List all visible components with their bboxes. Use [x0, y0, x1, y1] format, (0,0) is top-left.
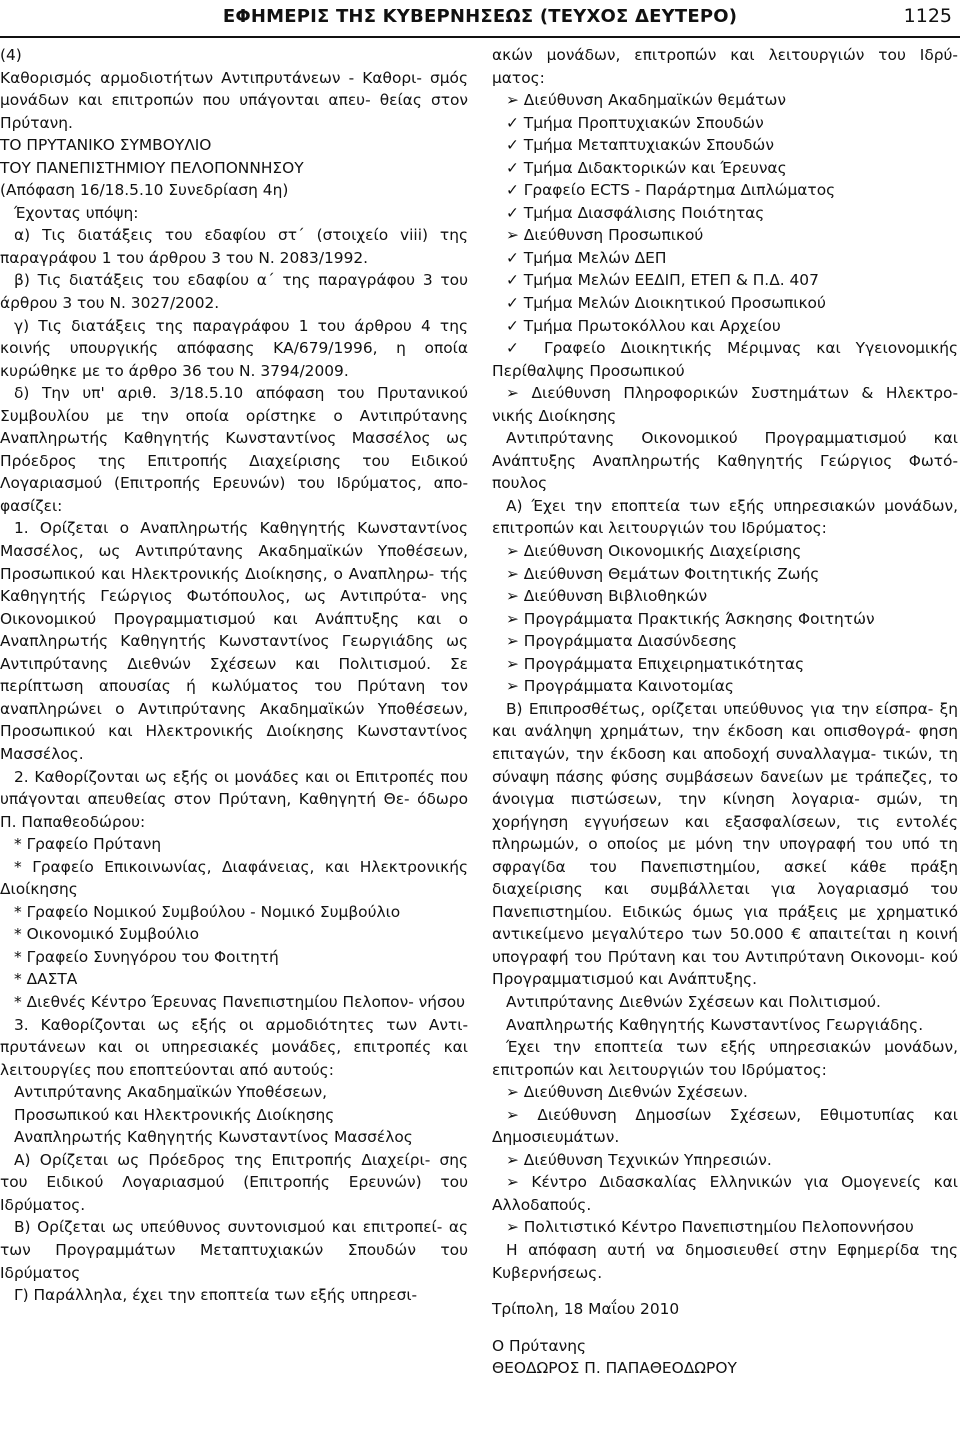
department-item: ✓ Γραφείο ECTS - Παράρτημα Διπλώματος [506, 181, 836, 200]
vice-rector-3-name: Αναπληρωτής Καθηγητής Κωνσταντίνος Γεωργιάδης. [506, 1015, 924, 1034]
vice-rector-1-portfolio: Προσωπικού και Ηλεκτρονικής Διοίκησης [14, 1105, 335, 1124]
council-line-2: ΤΟΥ ΠΑΝΕΠΙΣΤΗΜΙΟΥ ΠΕΛΟΠΟΝΝΗΣΟΥ [0, 158, 304, 177]
vice-rector-1-duty-a: Α) Ορίζεται ως Πρόεδρος της Επιτροπής Διαχείρι- σης του Ειδικού Λογαριασμού (Επιτροπής Ερευνών) του Ιδρύματος. [0, 1150, 468, 1214]
department-item: ✓ Τμήμα Διδακτορικών και Έρευνας [506, 158, 787, 177]
decision-subject: Καθορισμός αρμοδιοτήτων Αντιπρυτάνεων - Καθορι- σμός μονάδων και επιτροπών που υπάγονται απευ- θείας στον Πρύτανη. [0, 68, 468, 132]
decision-number: (4) [0, 46, 22, 64]
unit-item: * Οικονομικό Συμβούλιο [14, 925, 200, 944]
directorate-item: ➢ Πολιτιστικό Κέντρο Πανεπιστημίου Πελοποννήσου [506, 1218, 914, 1237]
vice-rector-3-duty: Έχει την εποπτεία των εξής υπηρεσιακών μονάδων, επιτροπών και λειτουργιών του Ιδρύματος: [492, 1038, 958, 1079]
signer-title: Ο Πρύτανης [492, 1336, 587, 1355]
department-item: ✓ Τμήμα Πρωτοκόλλου και Αρχείου [506, 316, 781, 335]
directorate-item: ➢ Κέντρο Διδασκαλίας Ελληνικών για Ομογενείς και Αλλοδαπούς. [492, 1173, 958, 1214]
page-header [0, 0, 960, 36]
vice-rector-1-duty-c: Γ) Παράλληλα, έχει την εποπτεία των εξής υπηρεσι- [14, 1286, 418, 1305]
recital-a: α) Τις διατάξεις του εδαφίου στ΄ (στοιχείο viii) της παραγράφου 1 του άρθρου 3 του Ν. 2083/1992. [0, 226, 468, 267]
spacer [492, 1321, 958, 1335]
unit-item: * Γραφείο Πρύτανη [14, 835, 162, 854]
paragraph-2: 2. Καθορίζονται ως εξής οι μονάδες και οι Επιτροπές που υπάγονται απευθείας στον Πρύτανη, Καθηγητή Θε- όδωρο Π. Παπαθεοδώρου: [0, 767, 468, 831]
considering-heading: Έχοντας υπόψη: [14, 203, 139, 222]
vice-rector-1-name: Αναπληρωτής Καθηγητής Κωνσταντίνος Μασσέλος [14, 1128, 413, 1147]
unit-item: * Γραφείο Συνηγόρου του Φοιτητή [14, 947, 279, 966]
department-item: ✓ Γραφείο Διοικητικής Μέριμνας και Υγειονομικής Περίθαλψης Προσωπικού [492, 339, 958, 380]
department-item: ✓ Τμήμα Διασφάλισης Ποιότητας [506, 203, 765, 222]
directorate-item: ➢ Διεύθυνση Βιβλιοθηκών [506, 587, 708, 606]
department-item: ✓ Τμήμα Μεταπτυχιακών Σπουδών [506, 136, 774, 155]
header-rule [0, 36, 960, 38]
directorate-item: ➢ Προγράμματα Διασύνδεσης [506, 632, 738, 651]
department-item: ✓ Τμήμα Μελών Διοικητικού Προσωπικού [506, 294, 826, 313]
department-item: ✓ Τμήμα Προπτυχιακών Σπουδών [506, 113, 764, 132]
directorate-item: ➢ Διεύθυνση Ακαδημαϊκών θεμάτων [506, 91, 786, 110]
vice-rector-1-title: Αντιπρύτανης Ακαδημαϊκών Υποθέσεων, [14, 1083, 328, 1102]
unit-item: * Γραφείο Επικοινωνίας, Διαφάνειας, και Ηλεκτρονικής Διοίκησης [0, 857, 468, 899]
decision-reference: (Απόφαση 16/18.5.10 Συνεδρίαση 4η) [0, 181, 289, 200]
directorate-item: ➢ Προγράμματα Πρακτικής Άσκησης Φοιτητών [506, 609, 875, 628]
directorate-item: ➢ Διεύθυνση Δημοσίων Σχέσεων, Εθιμοτυπίας και Δημοσιευμάτων. [492, 1105, 958, 1147]
page-number: 1125 [903, 5, 952, 27]
vice-rector-2-title: Αντιπρύτανης Οικονομικού Προγραμματισμού και Ανάπτυξης Αναπληρωτής Καθηγητής Γεώργιος Φωτό- πουλος [492, 429, 958, 493]
vice-rector-1-duty-b: Β) Ορίζεται ως υπεύθυνος συντονισμού και επιτροπεί- ας των Προγραμμάτων Μεταπτυχιακών Σπουδών του Ιδρύματος [0, 1218, 468, 1282]
right-column [492, 44, 958, 1380]
paragraph-1: 1. Ορίζεται ο Αναπληρωτής Καθηγητής Κωνσταντίνος Μασσέλος, ως Αντιπρύτανης Ακαδημαϊκών Υποθέσεων, Προσωπικού και Ηλεκτρονικής Διοίκησης, ο Αναπληρω- τής Καθηγητής Γεώργιος Φωτόπουλος, ως Αντιπρύτα- νης Οικονομικού Προγραμματισμού και Ανάπτυξης και ο Αναπληρωτής Καθηγητής Κωνσταντίνος Γεωργιάδης ως Αντιπρύτανης Διεθνών Σχέσεων και Πολιτισμού. Σε περίπτωση απουσίας ή κωλύματος του Πρύτανη τον αναπληρώνει ο Αντιπρύτανης Ακαδημαϊκών Υποθέσεων, Προσωπικού και Ηλεκτρονικής Διοίκησης Κωνσταντίνος Μασσέλος. [0, 519, 468, 763]
directorate-item: ➢ Προγράμματα Επιχειρηματικότητας [506, 654, 805, 673]
directorate-item: ➢ Προγράμματα Καινοτομίας [506, 677, 734, 696]
directorate-item: ➢ Διεύθυνση Θεμάτων Φοιτητικής Ζωής [506, 564, 820, 583]
unit-item: * Διεθνές Κέντρο Έρευνας Πανεπιστημίου Πελοπον- νήσου [14, 992, 466, 1011]
vice-rector-2-duty-a: Α) Έχει την εποπτεία των εξής υπηρεσιακών μονάδων, επιτροπών και λειτουργιών του Ιδρύματος: [492, 496, 958, 538]
recital-c: γ) Τις διατάξεις της παραγράφου 1 του άρθρου 4 της κοινής υπουργικής απόφασης ΚΑ/679/1996, η οποία κυρώθηκε με το άρθρο 36 του Ν. 3794/2009. [0, 316, 468, 380]
council-line-1: ΤΟ ΠΡΥΤΑΝΙΚΟ ΣΥΜΒΟΥΛΙΟ [0, 136, 212, 155]
directorate-item: ➢ Διεύθυνση Οικονομικής Διαχείρισης [506, 542, 802, 561]
paragraph-3: 3. Καθορίζονται ως εξής οι αρμοδιότητες των Αντι- πρυτάνεων και οι υπηρεσιακές μονάδες, επιτροπές και λειτουργίες που εποπτεύονται από αυτούς: [0, 1015, 468, 1079]
recital-d: δ) Την υπ' αριθ. 3/18.5.10 απόφαση του Πρυτανικού Συμβουλίου με την οποία ορίστηκε ο Αντιπρύτανης Αναπληρωτής Καθηγητής Κωνσταντίνος Μασσέλος ως Πρόεδρος της Επιτροπής Διαχείρισης του Ειδικού Λογαριασμού (Επιτροπής Ερευνών) του Ιδρύματος, απο- φασίζει: [0, 384, 468, 515]
place-date: Τρίπολη, 18 Μαΐου 2010 [492, 1300, 680, 1319]
department-item: ✓ Τμήμα Μελών ΔΕΠ [506, 248, 667, 267]
vice-rector-3-title: Αντιπρύτανης Διεθνών Σχέσεων και Πολιτισμού. [506, 992, 881, 1011]
spacer [492, 1284, 958, 1298]
directorate-item: ➢ Διεύθυνση Διεθνών Σχέσεων. [506, 1083, 748, 1102]
vice-rector-2-duty-b: Β) Επιπροσθέτως, ορίζεται υπεύθυνος για την είσπρα- ξη και ανάληψη χρημάτων, την έκδοση και οπισθογρά- φηση επιταγών, την έκδοση και αποδοχή συναλλαγμα- τικών, τη σύναψη πάσης φύσης συμβάσεων δανείων με τράπεζες, το άνοιγμα πιστώσεων, την κίνηση λογαρια- σμών, τη χορήγηση εγγυήσεων και εξασφαλίσεων, τις εντολές πληρωμών, ο οποίος με μόνη την υπογραφή του υπό τη σφραγίδα του Πανεπιστημίου, ασκεί κάθε πράξη διαχείρισης και συμβάλλεται για λογαριασμό του Πανεπιστημίου. Ειδικώς όμως για πράξεις με χρηματικό αντικείμενο μεγαλύτερο των 50.000 € απαιτείται η κοινή υπογραφή του Πρύτανη και του Αντιπρύτανη Οικονομι- κού Προγραμματισμού και Ανάπτυξης. [492, 699, 958, 989]
continued-text: ακών μονάδων, επιτροπών και λειτουργιών του Ιδρύ- ματος: [492, 46, 958, 87]
gazette-title: ΕΦΗΜΕΡΙΣ ΤΗΣ ΚΥΒΕΡΝΗΣΕΩΣ (ΤΕΥΧΟΣ ΔΕΥΤΕΡΟ) [222, 6, 738, 27]
directorate-item: ➢ Διεύθυνση Τεχνικών Υπηρεσιών. [506, 1150, 772, 1169]
signer-name: ΘΕΟΔΩΡΟΣ Π. ΠΑΠΑΘΕΟΔΩΡΟΥ [492, 1359, 737, 1378]
directorate-item: ➢ Διεύθυνση Πληροφορικών Συστημάτων & Ηλεκτρο- νικής Διοίκησης [492, 384, 958, 425]
recital-b: β) Τις διατάξεις του εδαφίου α΄ της παραγράφου 3 του άρθρου 3 του Ν. 3027/2002. [0, 271, 468, 313]
unit-item: * Γραφείο Νομικού Συμβούλου - Νομικό Συμβούλιο [14, 902, 401, 921]
left-column [0, 44, 468, 1307]
department-item: ✓ Τμήμα Μελών ΕΕΔΙΠ, ΕΤΕΠ & Π.Δ. 407 [506, 271, 819, 290]
directorate-item: ➢ Διεύθυνση Προσωπικού [506, 226, 704, 245]
unit-item: * ΔΑΣΤΑ [14, 970, 78, 989]
publication-order: Η απόφαση αυτή να δημοσιευθεί στην Εφημερίδα της Κυβερνήσεως. [492, 1240, 958, 1282]
